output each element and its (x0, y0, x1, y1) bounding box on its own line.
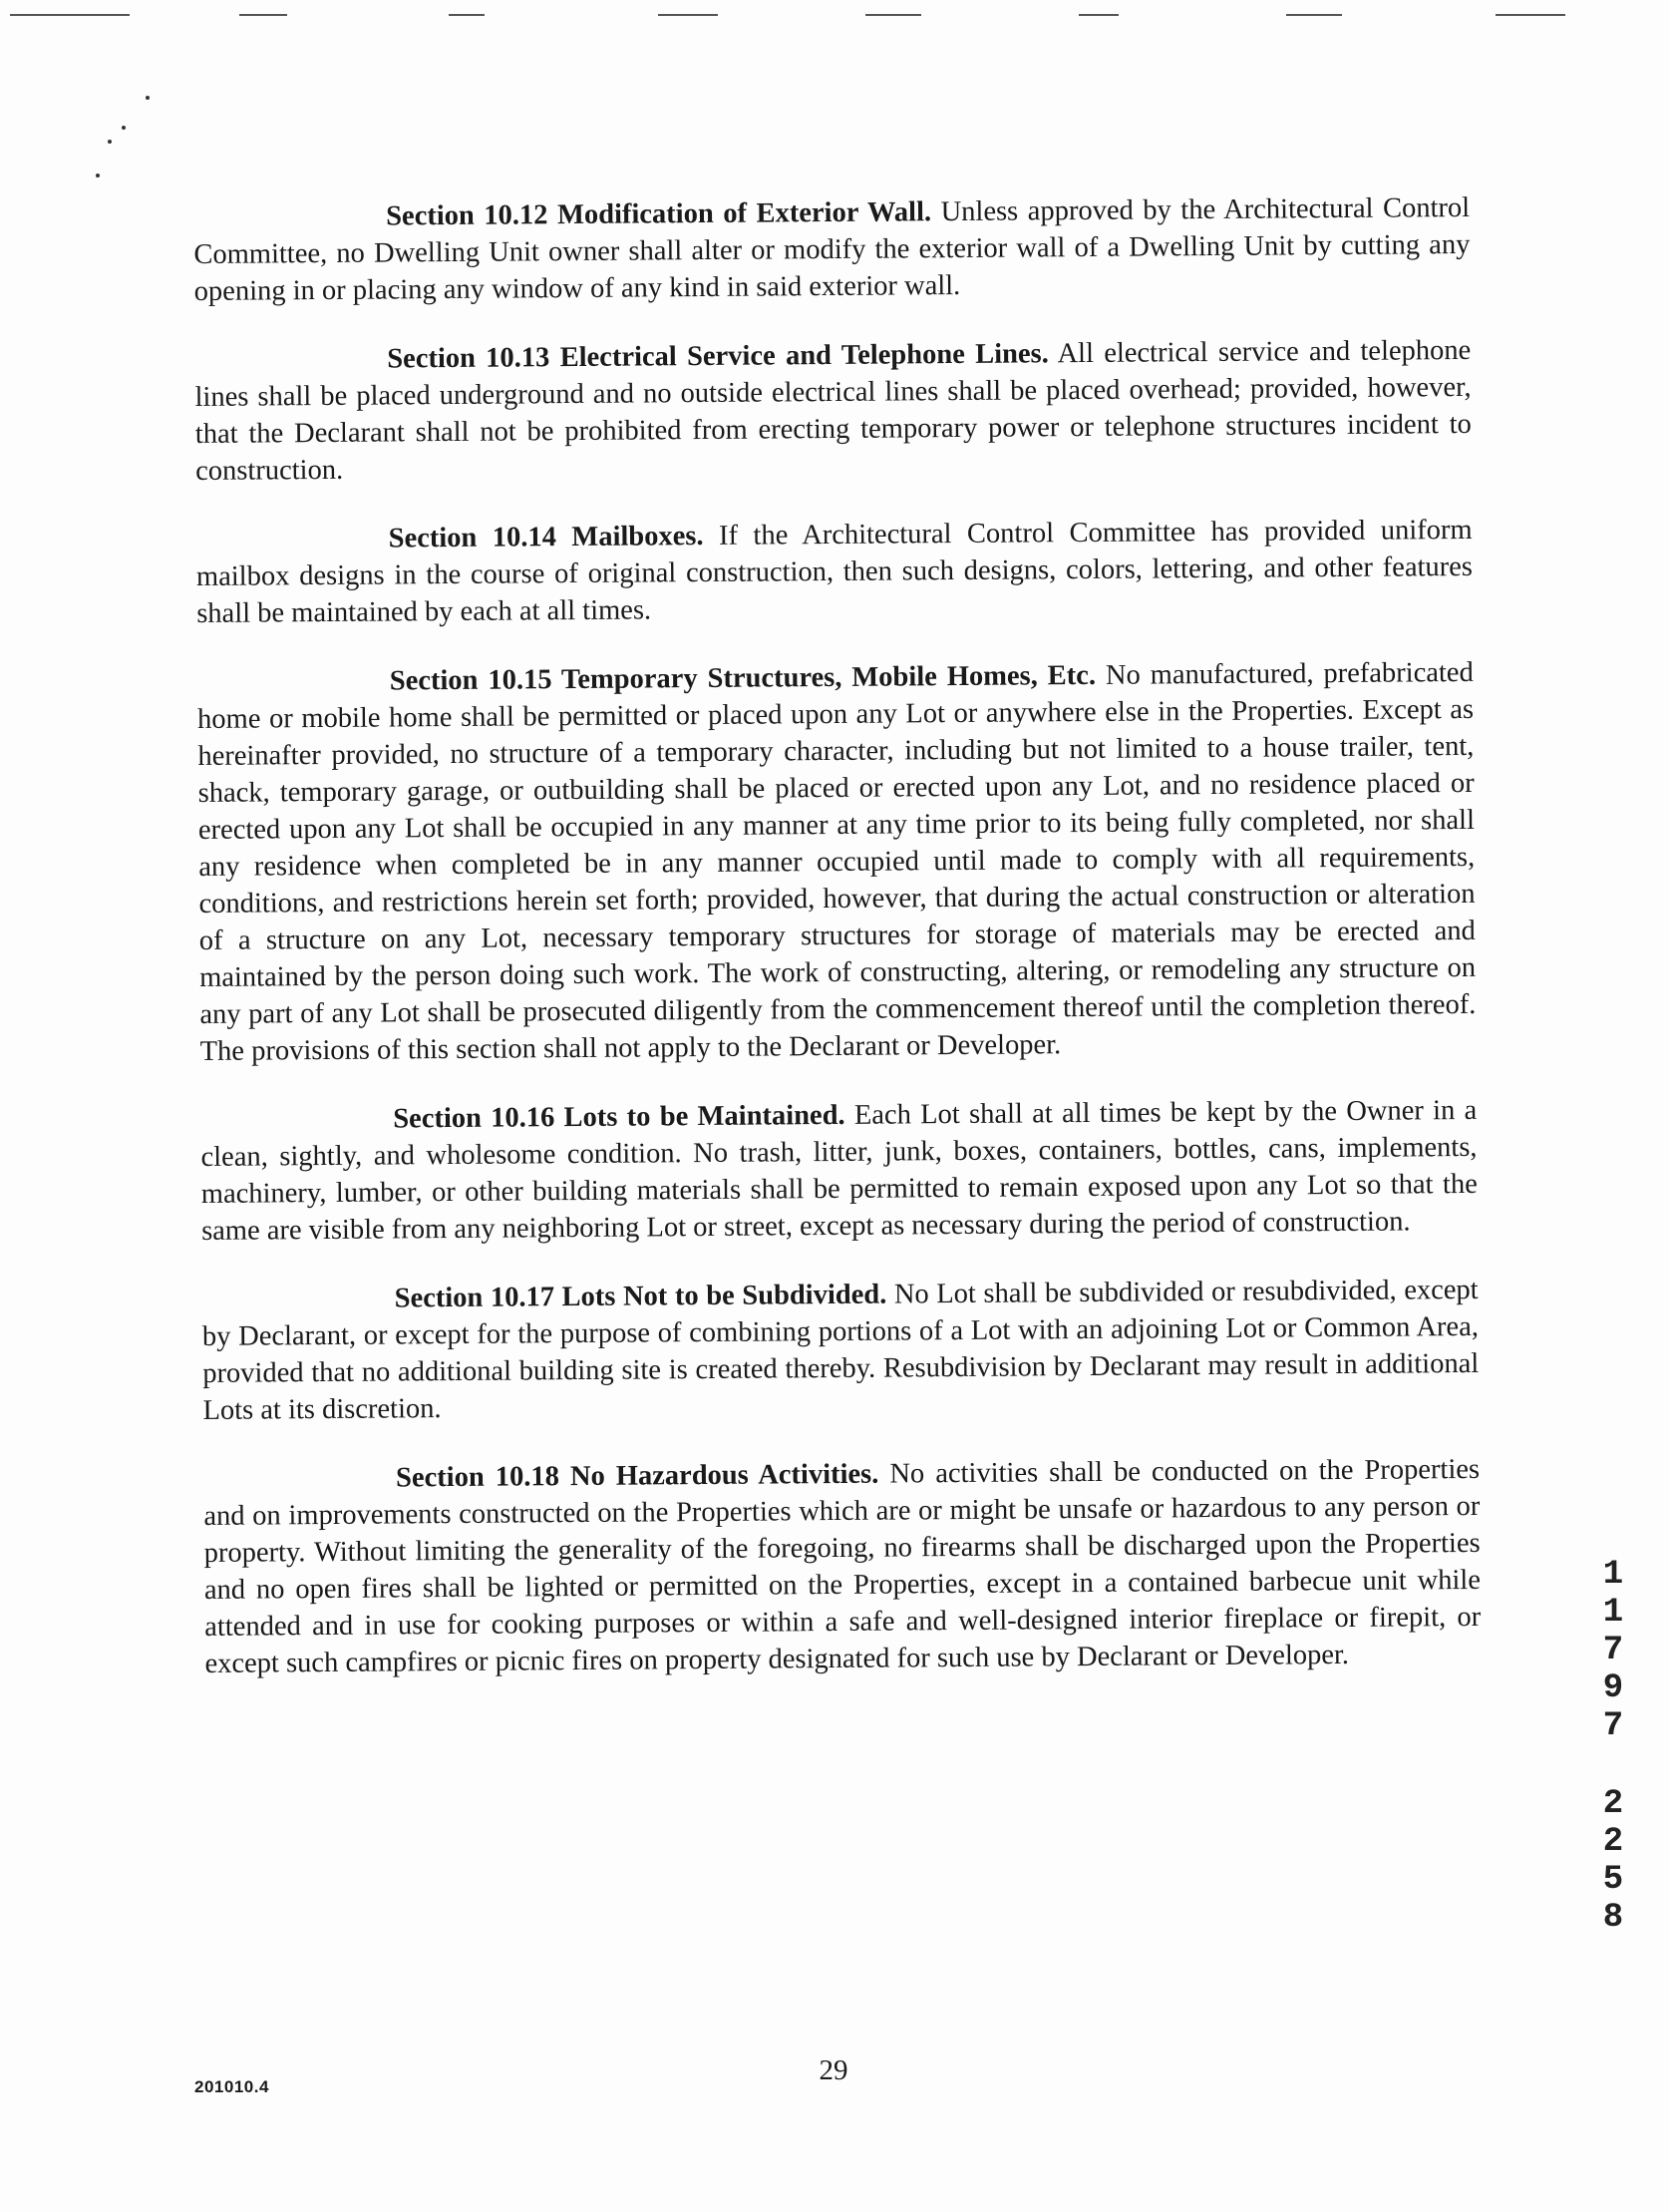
scan-rule (1079, 14, 1119, 16)
scan-rule (239, 14, 287, 16)
scan-speck (122, 126, 126, 130)
document-id: 201010.4 (194, 2077, 269, 2096)
section-heading: Section 10.13 Electrical Service and Telephone Lines. (387, 338, 1049, 375)
scan-rule (10, 14, 130, 16)
stamp-digit: 8 (1602, 1899, 1624, 1937)
section-body: Unless approved by the Architectural Control Committee, no Dwelling Unit owner shall alter or modify the exterior wall of a Dwelling Unit by cutting any opening in or placing any window of any kind in said exterior wall. (193, 191, 1471, 307)
scan-rule (865, 14, 921, 16)
section-body: No activities shall be conducted on the Properties and on improvements constructed on the Properties which are or might be unsafe or hazardous to any person or property. Without limiting the generality of the foregoing, no firearms shall be discharged upon the Properties and no open fires shall be lighted or permitted on the Properties, except in a contained barbecue unit while attended and in use for cooking purposes or within a safe and well-designed interior fireplace or firepit, or except such campfires or picnic fires on property designated for such use by Declarant or Developer. (203, 1453, 1482, 1679)
stamp-digit: 5 (1602, 1861, 1624, 1899)
section-heading: Section 10.12 Modification of Exterior Wall. (386, 196, 932, 232)
scan-rule (449, 14, 485, 16)
section-body: All electrical service and telephone lines shall be placed underground and no outside electrical lines shall be placed overhead; provided, however, that the Declarant shall not be prohibited from erecting temporary power or telephone structures incident to construction. (194, 334, 1472, 487)
section-10-18 (203, 1451, 1482, 1682)
section-body: If the Architectural Control Committee has provided uniform mailbox designs in the course of original construction, then such designs, colors, lettering, and other features shall be maintained by each at all times. (195, 514, 1474, 629)
section-10-14 (196, 512, 1474, 632)
section-body: No manufactured, prefabricated home or mobile home shall be permitted or placed upon any Lot or anywhere else in the Properties. Except as hereinafter provided, no structure of a temporary character, including but not limited to a house trailer, tent, shack, temporary garage, or outbuilding shall be placed or erected upon any Lot, and no residence placed or erected upon any Lot shall be occupied in any manner at any time prior to its being fully completed, nor shall any residence when completed be in any manner occupied until made to comply with all requirements, conditions, and restrictions herein set forth; provided, however, that during the actual construction or alteration of a structure on any Lot, necessary temporary structures for storage of materials may be erected and maintained by the person doing such work. The work of constructing, altering, or remodeling any structure on any part of any Lot shall be prosecuted diligently from the commencement thereof until the completion thereof. The provisions of this section shall not apply to the Declarant or Developer. (196, 656, 1477, 1067)
section-10-13 (194, 332, 1472, 490)
section-body: Each Lot shall at all times be kept by the Owner in a clean, sightly, and wholesome condition. No trash, litter, junk, boxes, containers, bottles, cans, implements, machinery, lumber, or other building materials shall be permitted to remain exposed upon any Lot so that the same are visible from any neighboring Lot or street, except as necessary during the period of construction. (200, 1094, 1478, 1247)
stamp-digit: 2 (1602, 1785, 1624, 1823)
page-number: 29 (819, 2054, 848, 2086)
scan-rule (658, 14, 718, 16)
section-heading: Section 10.14 Mailboxes. (388, 520, 704, 554)
stamp-digit: 9 (1602, 1669, 1624, 1707)
section-10-17 (202, 1272, 1480, 1429)
section-heading: Section 10.17 Lots Not to be Subdivided. (394, 1279, 887, 1314)
stamp-digit: 7 (1602, 1632, 1624, 1669)
section-10-15 (197, 654, 1477, 1070)
scan-speck (96, 174, 100, 178)
stamp-digit: 1 (1602, 1594, 1624, 1632)
stamp-digit: 1 (1602, 1556, 1624, 1594)
section-heading: Section 10.18 No Hazardous Activities. (395, 1458, 879, 1494)
section-body: No Lot shall be subdivided or resubdivided, except by Declarant, or except for the purpose of combining portions of a Lot with an adjoining Lot or Common Area, provided that no additional building site is created thereby. Resubdivision by Declarant may result in additional Lots at its discretion. (201, 1274, 1480, 1426)
scan-speck (108, 140, 112, 144)
stamp-gap (1595, 1745, 1631, 1785)
scan-rule (1496, 14, 1565, 16)
section-list (193, 189, 1482, 1714)
section-heading: Section 10.15 Temporary Structures, Mobile Homes, Etc. (389, 659, 1097, 697)
scan-rule (1286, 14, 1342, 16)
section-heading: Section 10.16 Lots to be Maintained. (393, 1099, 845, 1135)
stamp-digit: 7 (1602, 1707, 1624, 1745)
section-10-12 (193, 189, 1471, 310)
stamp-digit: 2 (1602, 1823, 1624, 1861)
scan-speck (146, 96, 150, 100)
recording-stamp (1595, 1556, 1631, 1937)
section-10-16 (200, 1092, 1478, 1250)
